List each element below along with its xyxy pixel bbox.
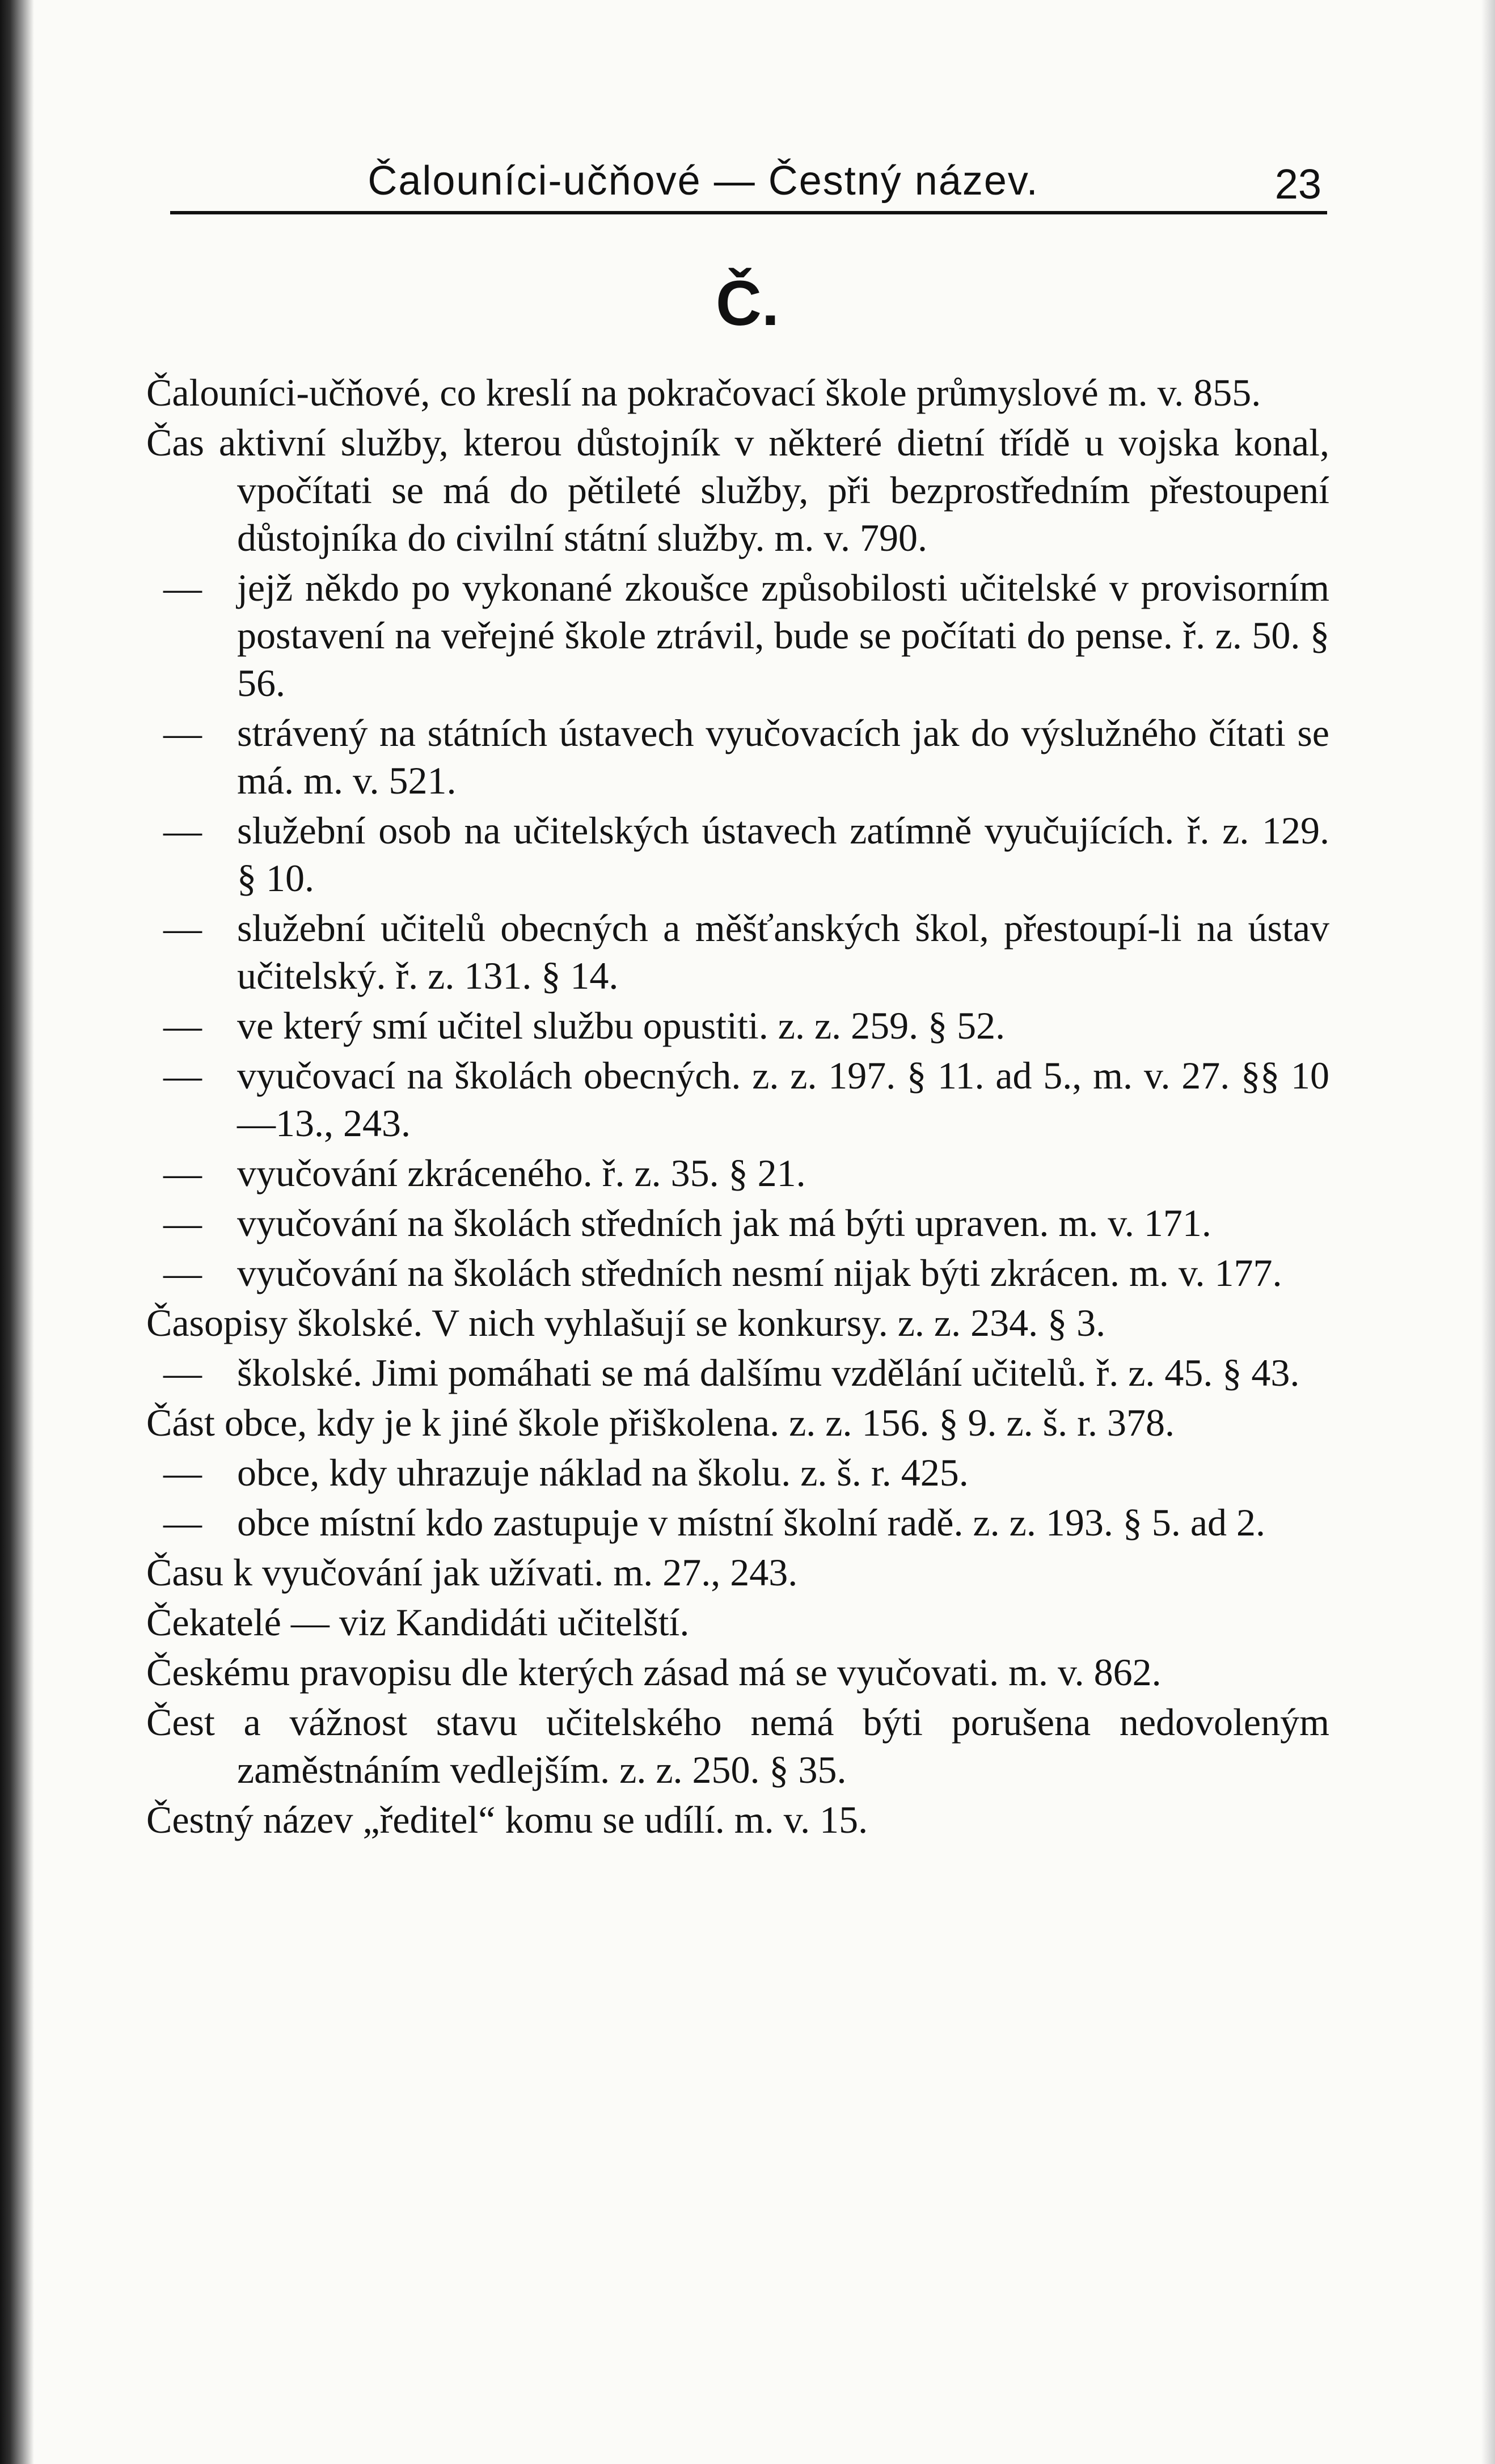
index-subentry [146, 1199, 1329, 1247]
index-subentry [146, 1249, 1329, 1297]
entry-dash: — [163, 1501, 202, 1544]
entry-dash: — [163, 711, 202, 754]
index-entry [146, 1598, 1329, 1646]
page-binding-shadow [0, 0, 34, 2464]
index-subentry [146, 1349, 1329, 1396]
index-entry [146, 1549, 1329, 1596]
index-entry [146, 1299, 1329, 1347]
header-rule [170, 211, 1327, 214]
index-entry [146, 419, 1329, 562]
index-subentry [146, 1002, 1329, 1049]
entry-dash: — [163, 1004, 202, 1047]
entry-text: ve který smí učitel službu opustiti. z. z. 259. § 52. [237, 1004, 1006, 1047]
entry-dash: — [163, 1251, 202, 1294]
section-letter: Č. [716, 268, 779, 339]
index-subentry [146, 904, 1329, 999]
entry-text: služební učitelů obecných a měšťanských škol, přestoupí-li na ústav učitelský. ř. z. 131. § 14. [237, 906, 1329, 997]
entry-text: vyučovací na školách obecných. z. z. 197. § 11. ad 5., m. v. 27. §§ 10—13., 243. [237, 1054, 1329, 1145]
entry-text: školské. Jimi pomáhati se má dalšímu vzdělání učitelů. ř. z. 45. § 43. [237, 1351, 1300, 1394]
entry-text: Čas aktivní služby, kterou důstojník v některé dietní třídě u vojska konal, vpočítati se má do pětileté služby, při bezprostředním přestoupení důstojníka do civilní státní služby. m. v. 790. [146, 421, 1329, 559]
entry-text: vyučování na školách středních nesmí nijak býti zkrácen. m. v. 177. [237, 1251, 1282, 1294]
index-entry [146, 1698, 1329, 1794]
index-subentry [146, 709, 1329, 804]
entry-dash: — [163, 1151, 202, 1195]
index-entry [146, 1796, 1329, 1843]
running-header [170, 142, 1327, 210]
index-subentry [146, 564, 1329, 707]
entry-text: služební osob na učitelských ústavech zatímně vyučujících. ř. z. 129. § 10. [237, 809, 1329, 900]
entry-dash: — [163, 809, 202, 852]
index-subentry [146, 1149, 1329, 1197]
entry-text: Čekatelé — viz Kandidáti učitelští. [146, 1601, 690, 1644]
entry-text: jejž někdo po vykonané zkoušce způsobilosti učitelské v provisorním postavení na veřejné škole ztrávil, bude se počítati do pense. ř. z. 50. § 56. [237, 566, 1329, 704]
entry-dash: — [163, 1201, 202, 1244]
entry-dash: — [163, 1054, 202, 1097]
entry-text: Časopisy školské. V nich vyhlašují se konkursy. z. z. 234. § 3. [146, 1301, 1106, 1344]
page-edge [1481, 0, 1495, 2464]
entry-text: Čalouníci-učňové, co kreslí na pokračovací škole průmyslové m. v. 855. [146, 371, 1261, 414]
entry-text: strávený na státních ústavech vyučovacích jak do výslužného čítati se má. m. v. 521. [237, 711, 1329, 802]
running-header-title: Čalouníci-učňové — Čestný název. [368, 158, 1039, 204]
index-subentry [146, 807, 1329, 902]
index-entries [146, 369, 1329, 1846]
entry-dash: — [163, 1451, 202, 1494]
index-subentry [146, 1449, 1329, 1496]
entry-dash: — [163, 1351, 202, 1394]
entry-text: vyučování na školách středních jak má býti upraven. m. v. 171. [237, 1201, 1211, 1244]
index-entry [146, 369, 1329, 416]
entry-text: vyučování zkráceného. ř. z. 35. § 21. [237, 1151, 806, 1195]
entry-dash: — [163, 906, 202, 950]
entry-text: Čest a vážnost stavu učitelského nemá býti porušena nedovoleným zaměstnáním vedlejším. z. z. 250. § 35. [146, 1701, 1329, 1791]
entry-text: obce, kdy uhrazuje náklad na školu. z. š. r. 425. [237, 1451, 969, 1494]
index-subentry [146, 1052, 1329, 1147]
index-subentry [146, 1499, 1329, 1546]
entry-dash: — [163, 566, 202, 609]
entry-text: Část obce, kdy je k jiné škole přiškolena. z. z. 156. § 9. z. š. r. 378. [146, 1401, 1175, 1444]
page-number: 23 [1274, 161, 1321, 208]
index-entry [146, 1648, 1329, 1696]
index-entry [146, 1399, 1329, 1446]
entry-text: obce místní kdo zastupuje v místní školní radě. z. z. 193. § 5. ad 2. [237, 1501, 1266, 1544]
entry-text: Českému pravopisu dle kterých zásad má se vyučovati. m. v. 862. [146, 1651, 1162, 1694]
entry-text: Čestný název „ředitel“ komu se udílí. m. v. 15. [146, 1798, 868, 1841]
entry-text: Času k vyučování jak užívati. m. 27., 243. [146, 1551, 798, 1594]
